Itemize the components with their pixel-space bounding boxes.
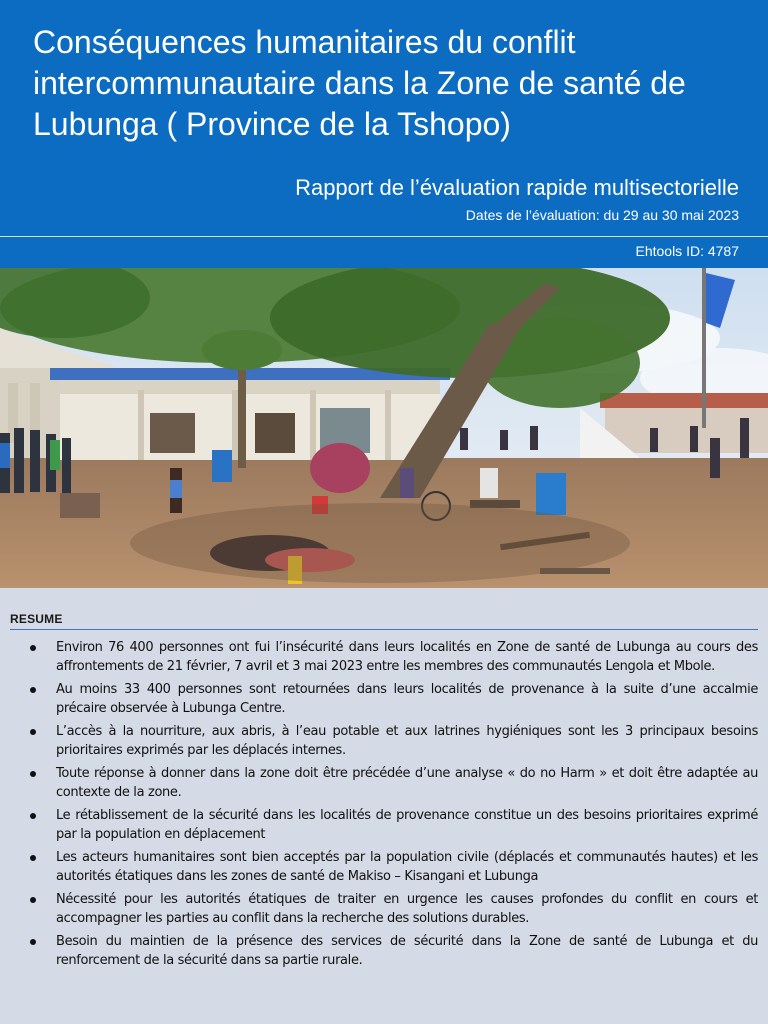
summary-item bbox=[30, 638, 758, 676]
bullet-icon bbox=[30, 771, 36, 777]
summary-item bbox=[30, 722, 758, 760]
summary-rule bbox=[10, 629, 758, 630]
report-title: Conséquences humanitaires du conflit intercommunautaire dans la Zone de santé de Lubunga ( Province de la Tshopo) bbox=[33, 24, 686, 142]
bullet-icon bbox=[30, 729, 36, 735]
evaluation-dates: Dates de l’évaluation: du 29 au 30 mai 2023 bbox=[465, 207, 739, 223]
summary-heading: RESUME bbox=[10, 612, 63, 626]
bullet-icon bbox=[30, 645, 36, 651]
header-divider bbox=[0, 236, 768, 237]
summary-item bbox=[30, 848, 758, 886]
summary-item-text: Environ 76 400 personnes ont fui l’insécurité dans leurs localités en Zone de santé de Lubunga au cours des affrontements de 21 février, 7 avril et 3 mai 2023 entre les membres des communautés Lengola et Mbole. bbox=[56, 640, 758, 674]
summary-item bbox=[30, 932, 758, 970]
summary-item bbox=[30, 680, 758, 718]
summary-item bbox=[30, 806, 758, 844]
bullet-icon bbox=[30, 939, 36, 945]
summary-item bbox=[30, 890, 758, 928]
summary-item-text: Toute réponse à donner dans la zone doit être précédée d’une analyse « do no Harm » et doit être adaptée au contexte de la zone. bbox=[56, 766, 758, 800]
ehtools-id: Ehtools ID: 4787 bbox=[635, 243, 739, 259]
summary-item-text: Le rétablissement de la sécurité dans les localités de provenance constitue un des besoins prioritaires exprimé par la population en déplacement bbox=[56, 808, 758, 842]
displaced-camp-photo bbox=[0, 268, 768, 588]
report-header bbox=[0, 0, 768, 268]
summary-section bbox=[0, 588, 768, 1024]
bullet-icon bbox=[30, 813, 36, 819]
bullet-icon bbox=[30, 897, 36, 903]
summary-item bbox=[30, 764, 758, 802]
summary-list bbox=[30, 638, 758, 974]
summary-item-text: Nécessité pour les autorités étatiques de traiter en urgence les causes profondes du conflit en cours et accompagner les parties au conflit dans la recherche des solutions durables. bbox=[56, 892, 758, 926]
summary-item-text: L’accès à la nourriture, aux abris, à l’eau potable et aux latrines hygiéniques sont les 3 principaux besoins prioritaires exprimés par les déplacés internes. bbox=[56, 724, 758, 758]
bullet-icon bbox=[30, 687, 36, 693]
report-subtitle: Rapport de l’évaluation rapide multisectorielle bbox=[295, 175, 739, 200]
summary-item-text: Les acteurs humanitaires sont bien acceptés par la population civile (déplacés et communautés hautes) et les autorités étatiques dans les zones de santé de Makiso – Kisangani et Lubunga bbox=[56, 850, 758, 884]
cover-photo bbox=[0, 268, 768, 588]
summary-item-text: Au moins 33 400 personnes sont retournées dans leurs localités de provenance à la suite d’une accalmie précaire observée à Lubunga Centre. bbox=[56, 682, 758, 716]
bullet-icon bbox=[30, 855, 36, 861]
summary-item-text: Besoin du maintien de la présence des services de sécurité dans la Zone de santé de Lubunga et du renforcement de la sécurité dans sa partie rurale. bbox=[56, 934, 758, 968]
